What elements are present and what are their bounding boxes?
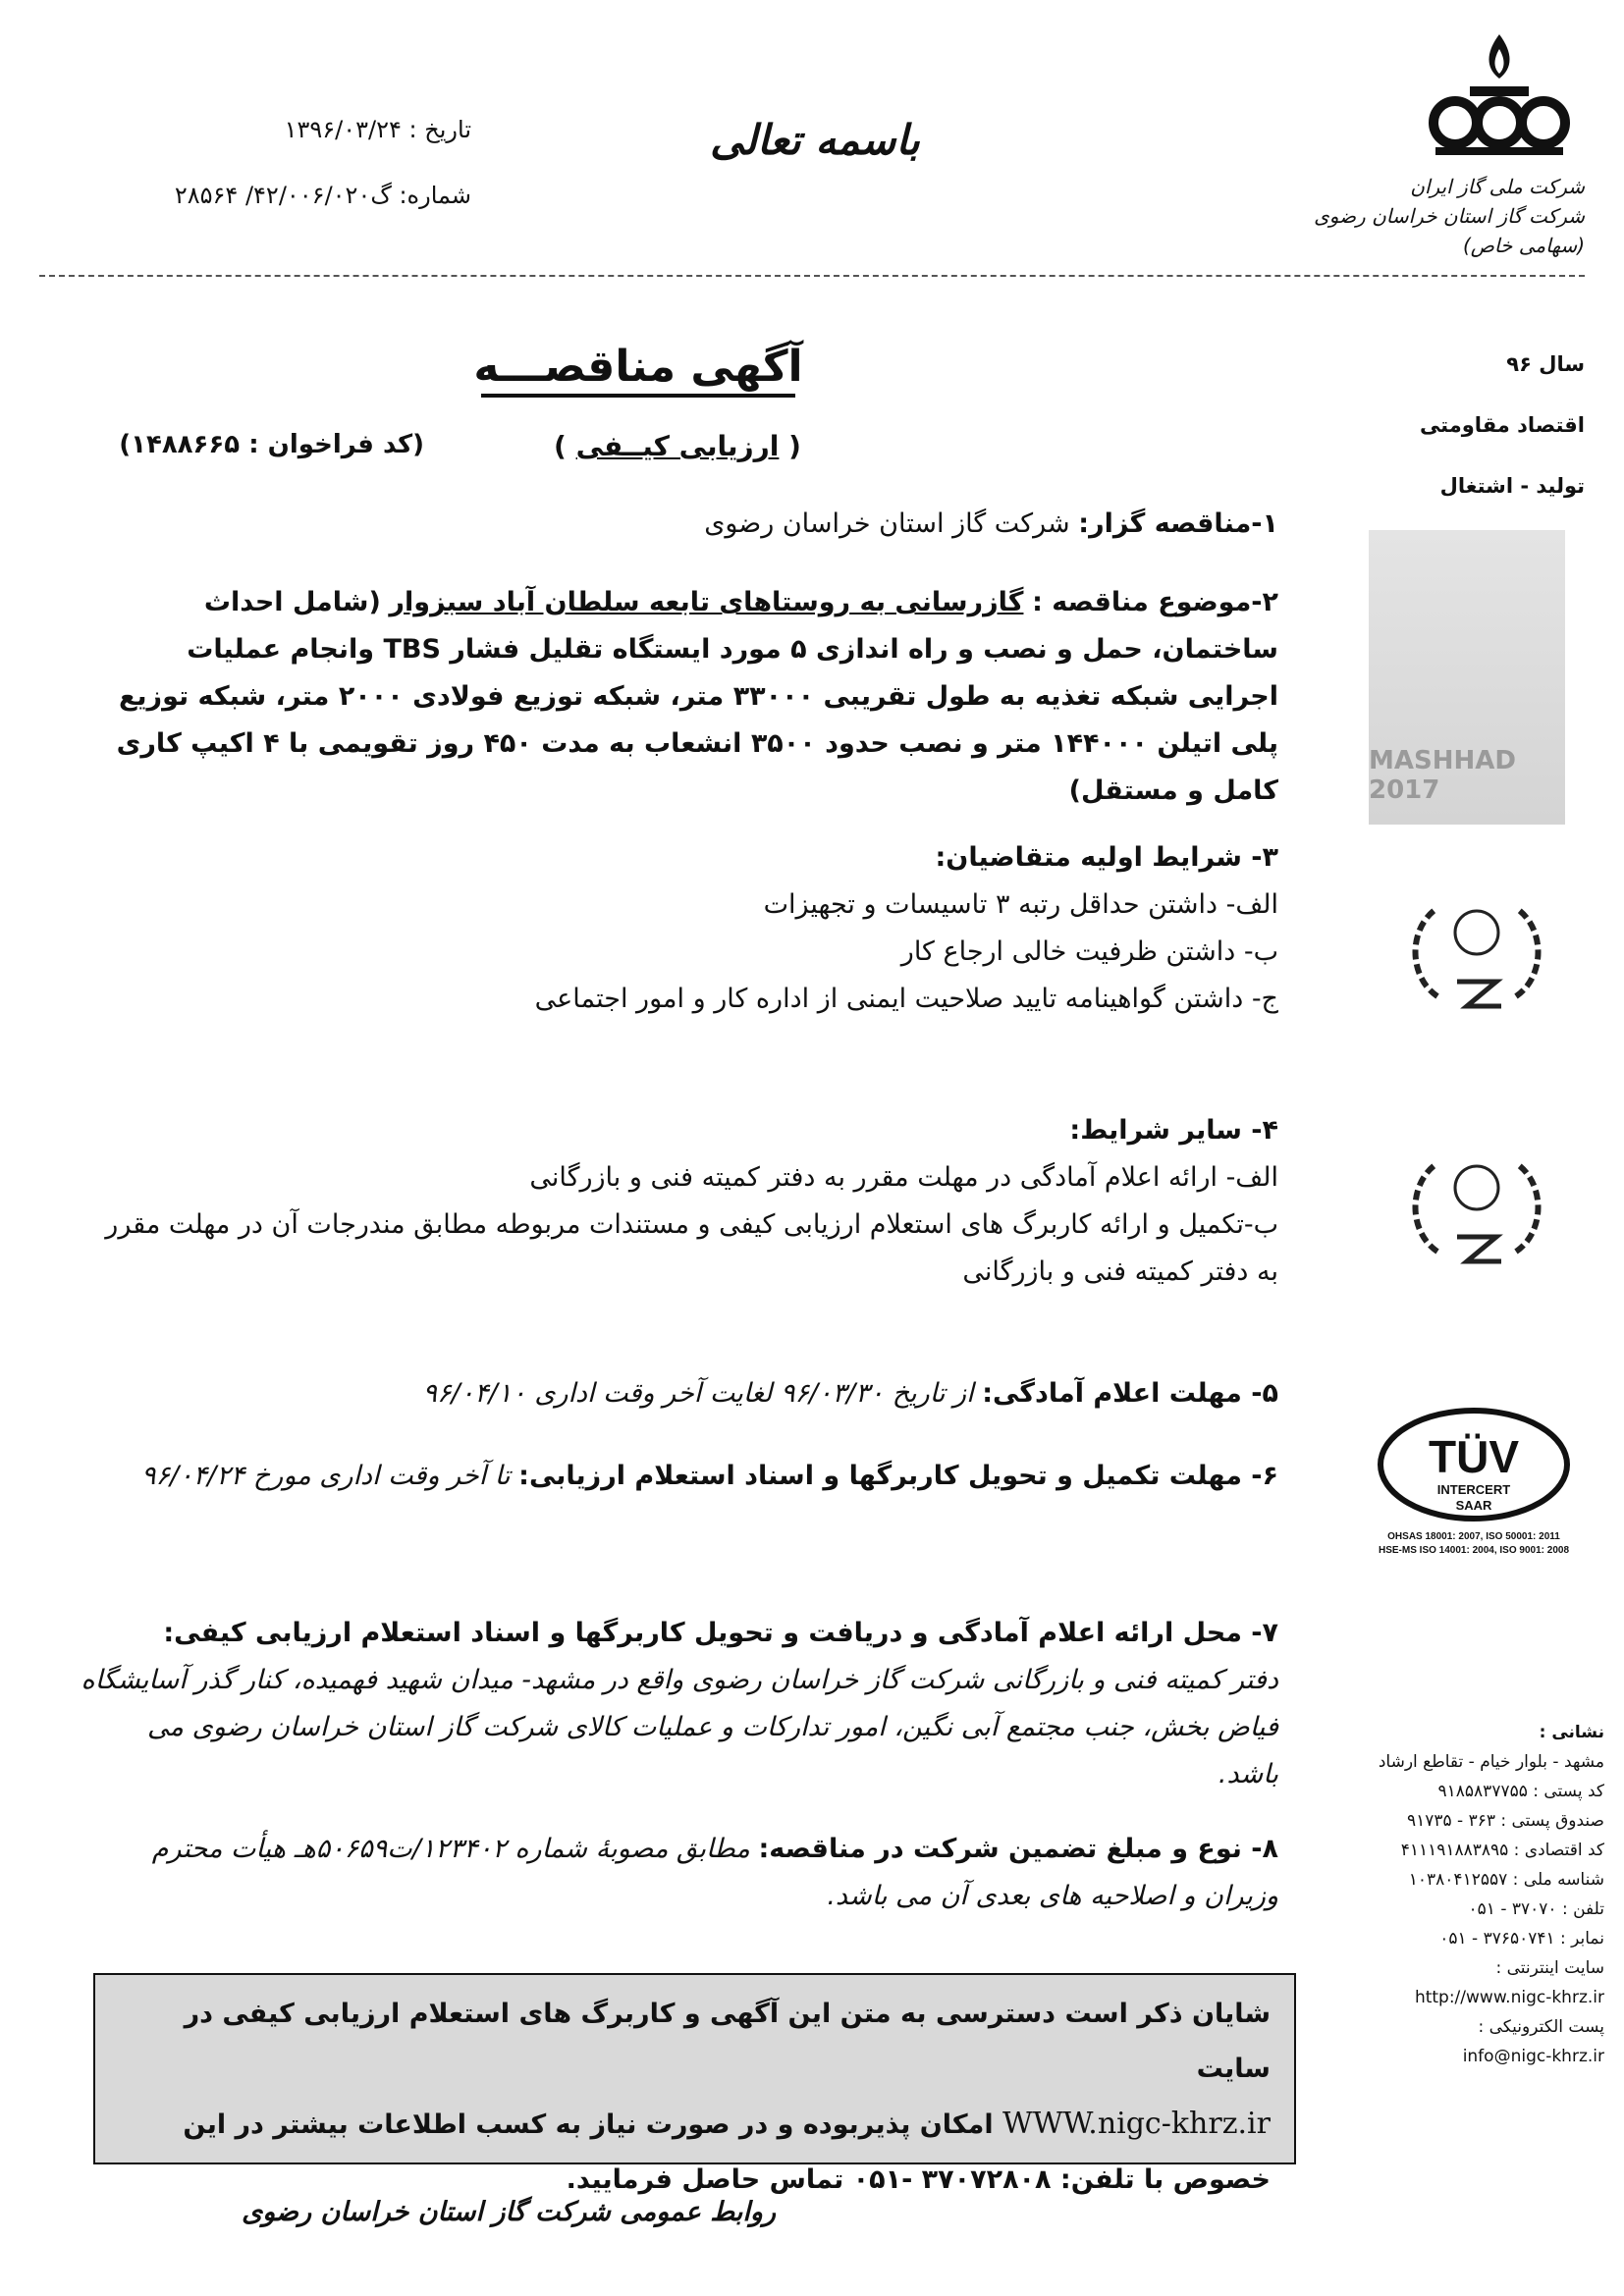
- section-5-label: ۵- مهلت اعلام آمادگی:: [982, 1378, 1278, 1409]
- footer-signature: روابط عمومی شرکت گاز استان خراسان رضوی: [242, 2197, 776, 2227]
- section-6-deadline: [90, 1453, 1278, 1500]
- emblem-text: MASHHAD 2017: [1369, 746, 1516, 805]
- section-3-heading: ۳- شرایط اولیه متقاضیان:: [935, 842, 1278, 873]
- contact-website-link[interactable]: http://www.nigc-khrz.ir: [1414, 1988, 1604, 2007]
- basmeh-heading: باسمه تعالی: [710, 116, 920, 164]
- list-item: ج- داشتن گواهینامه تایید صلاحیت ایمنی از اداره کار و امور اجتماعی: [534, 984, 1278, 1014]
- section-5-text: از تاریخ ۹۶/۰۳/۳۰ لغایت آخر وقت اداری ۹۶/۰۴/۱۰: [422, 1378, 974, 1409]
- list-item: ب-تکمیل و ارائه کاربرگ های استعلام ارزیابی کیفی و مستندات مربوطه مطابق مندرجات آن در مهلت مقرر به دفتر کمیته فنی و بازرگانی: [105, 1209, 1278, 1287]
- tuv-standards-1: OHSAS 18001: 2007, ISO 50001: 2011: [1387, 1531, 1560, 1542]
- iso-badge-icon: [1398, 1144, 1555, 1271]
- section-2-label: ۲-موضوع مناقصه :: [1032, 587, 1278, 617]
- contact-postal-code: کد پستی : ۹۱۸۵۸۳۷۷۵۵: [1437, 1782, 1604, 1801]
- number-value: گ۴۲/۰۰۶/۰۲۰/ ۲۸۵۶۴: [174, 182, 392, 209]
- box-line-2-text: امکان پذیربوده و در صورت نیاز به کسب اطلاعات بیشتر در این: [183, 2109, 994, 2140]
- tuv-intercert-logo: [1359, 1404, 1590, 1561]
- call-code: (کد فراخوان : ۱۴۸۸۶۶۵): [119, 430, 424, 459]
- section-6-text: تا آخر وقت اداری مورخ ۹۶/۰۴/۲۴: [141, 1461, 511, 1491]
- tuv-intercert: INTERCERT: [1436, 1482, 1511, 1497]
- contact-info: [1339, 1718, 1604, 2071]
- section-4-other-conditions: [90, 1107, 1278, 1296]
- list-item: ب- داشتن ظرفیت خالی ارجاع کار: [900, 936, 1278, 967]
- mashhad-2017-emblem: [1369, 530, 1565, 825]
- box-line-2: [119, 2097, 1271, 2153]
- contact-po-box: صندوق پستی : ۳۶۳ - ۹۱۷۳۵: [1406, 1811, 1604, 1831]
- number-line: [98, 182, 471, 209]
- tuv-saar: SAAR: [1455, 1498, 1492, 1513]
- header-divider: [39, 275, 1585, 277]
- slogan-line: سال ۹۶: [1506, 352, 1585, 376]
- slogan-line: تولید - اشتغال: [1439, 474, 1585, 498]
- contact-heading: نشانی :: [1539, 1723, 1604, 1742]
- contact-email-link[interactable]: info@nigc-khrz.ir: [1462, 2047, 1604, 2066]
- company-line-1: شرکت ملی گاز ایران: [1410, 175, 1585, 198]
- section-8-guarantee: [81, 1826, 1278, 1920]
- date-line: [98, 116, 471, 143]
- contact-address: مشهد - بلوار خیام - تقاطع ارشاد: [1378, 1752, 1604, 1772]
- slogan-line: اقتصاد مقاومتی: [1419, 413, 1585, 437]
- nigc-logo: [1426, 29, 1573, 167]
- box-line-1: شایان ذکر است دسترسی به متن این آگهی و کاربرگ های استعلام ارزیابی کیفی در سایت: [184, 1999, 1271, 2084]
- list-item: الف- ارائه اعلام آمادگی در مهلت مقرر به دفتر کمیته فنی و بازرگانی: [529, 1162, 1278, 1193]
- access-notice-box: [93, 1973, 1296, 2195]
- notice-subtitle-text: ارزیابی کیــفی: [575, 430, 780, 462]
- year-slogan: [1388, 334, 1585, 516]
- box-line-3: خصوص با تلفن: ۳۷۰۷۲۸۰۸ -۰۵۱ تماس حاصل فرمایید.: [566, 2164, 1271, 2195]
- date-value: ۱۳۹۶/۰۳/۲۴: [284, 116, 402, 143]
- section-2-subject: گازرسانی به روستاهای تابعه سلطان آباد سبزوار: [389, 587, 1024, 617]
- company-line-2: شرکت گاز استان خراسان رضوی (سهامی خاص): [1314, 204, 1585, 257]
- section-1-label: ۱-مناقصه گزار:: [1078, 508, 1278, 539]
- section-1-tenderer: [120, 501, 1278, 548]
- section-6-label: ۶- مهلت تکمیل و تحویل کاربرگها و اسناد استعلام ارزیابی:: [518, 1461, 1278, 1491]
- contact-phone: تلفن : ۳۷۰۷۰ - ۰۵۱: [1468, 1899, 1604, 1919]
- date-label: تاریخ :: [408, 116, 471, 143]
- notice-title: آگهی مناقصـــه: [473, 342, 803, 392]
- contact-national-id: شناسه ملی : ۱۰۳۸۰۴۱۲۵۵۷: [1408, 1870, 1604, 1890]
- section-1-text: شرکت گاز استان خراسان رضوی: [704, 508, 1070, 539]
- section-7-text: دفتر کمیته فنی و بازرگانی شرکت گاز خراسان رضوی واقع در مشهد- میدان شهید فهمیده، کنار گذر آسایشگاه فیاض بخش، جنب مجتمع آبی نگین، امور تدارکات و عملیات کالای شرکت گاز استان خراسان رضوی می باشد.: [81, 1665, 1278, 1789]
- section-2-text: (شامل احداث ساختمان، حمل و نصب و راه اندازی ۵ مورد ایستگاه تقلیل فشار TBS وانجام عملیات اجرایی شبکه تغذیه به طول تقریبی ۳۳۰۰۰ متر، شبکه توزیع فولادی ۲۰۰۰ متر، شبکه توزیع پلی اتیلن ۱۴۴۰۰۰ متر و نصب حدود ۳۵۰۰ انشعاب به مدت ۴۵۰ روز تقویمی با ۴ اکیپ کاری کامل و مستقل): [116, 587, 1278, 806]
- website-link[interactable]: WWW.nigc-khrz.ir: [1002, 2107, 1271, 2141]
- tuv-brand: TÜV: [1429, 1431, 1519, 1482]
- section-7-location: [81, 1610, 1278, 1798]
- contact-fax: نمابر : ۳۷۶۵۰۷۴۱ - ۰۵۱: [1439, 1929, 1604, 1949]
- list-item: الف- داشتن حداقل رتبه ۳ تاسیسات و تجهیزات: [763, 889, 1278, 920]
- section-8-text: مطابق مصوبهٔ شماره ۱۲۳۴۰۲/ت۵۰۶۵۹هـ هیأت محترم وزیران و اصلاحیه های بعدی آن می باشد.: [151, 1834, 1278, 1911]
- notice-subtitle: ( ارزیابی کیــفی ): [554, 430, 801, 462]
- notice-title-block: [422, 342, 854, 398]
- section-7-label: ۷- محل ارائه اعلام آمادگی و دریافت و تحویل کاربرگها و اسناد استعلام ارزیابی کیفی:: [163, 1618, 1278, 1648]
- section-3-requirements: [100, 834, 1278, 1023]
- section-2-subject: [100, 579, 1278, 815]
- section-4-heading: ۴- سایر شرایط:: [1069, 1115, 1278, 1146]
- contact-website-label: سایت اینترنتی :: [1495, 1958, 1604, 1978]
- contact-email-label: پست الکترونیکی :: [1478, 2017, 1604, 2037]
- number-label: شماره:: [399, 182, 471, 209]
- section-5-deadline: [90, 1370, 1278, 1417]
- tuv-standards-2: HSE-MS ISO 14001: 2004, ISO 9001: 2008: [1379, 1545, 1569, 1556]
- iso-badge-icon: [1398, 888, 1555, 1016]
- title-underline: [481, 394, 795, 398]
- contact-economic-code: کد اقتصادی : ۴۱۱۱۹۱۸۸۳۸۹۵: [1400, 1841, 1604, 1860]
- section-8-label: ۸- نوع و مبلغ تضمین شرکت در مناقصه:: [758, 1834, 1278, 1864]
- company-name: [1300, 172, 1585, 260]
